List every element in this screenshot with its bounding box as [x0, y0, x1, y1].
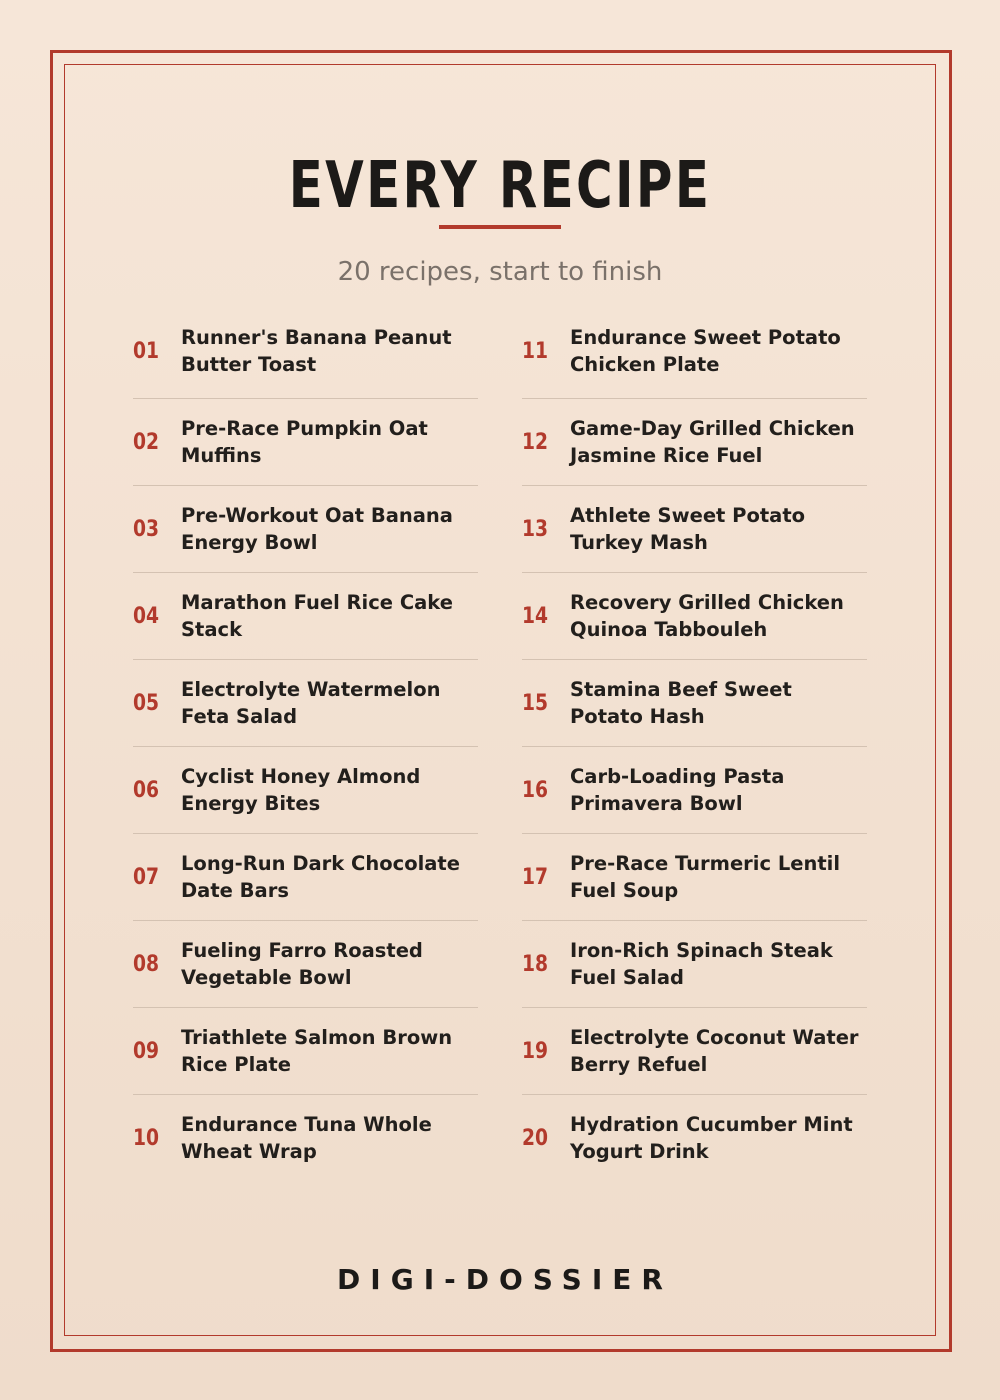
recipe-name: Fueling Farro Roasted Vegetable Bowl — [181, 939, 423, 989]
title-underline — [439, 225, 561, 229]
recipe-item — [133, 1094, 478, 1181]
recipe-name: Athlete Sweet Potato Turkey Mash — [570, 504, 806, 554]
recipe-name: Pre-Race Pumpkin Oat Muffins — [181, 417, 428, 467]
recipe-item — [133, 833, 478, 920]
recipe-number: 20 — [522, 1125, 549, 1151]
recipe-name: Runner's Banana Peanut Butter Toast — [181, 326, 452, 376]
recipe-name: Hydration Cucumber Mint Yogurt Drink — [570, 1113, 853, 1163]
recipe-number: 01 — [133, 338, 160, 364]
recipe-number: 12 — [522, 429, 549, 455]
recipe-item — [522, 398, 867, 485]
recipe-item — [133, 920, 478, 1007]
recipe-number: 15 — [522, 690, 549, 716]
recipe-number: 19 — [522, 1038, 549, 1064]
recipe-name: Stamina Beef Sweet Potato Hash — [570, 678, 792, 728]
recipe-name: Endurance Tuna Whole Wheat Wrap — [181, 1113, 432, 1163]
recipe-item — [133, 659, 478, 746]
recipe-number: 16 — [522, 777, 549, 803]
recipe-number: 09 — [133, 1038, 160, 1064]
recipe-name: Pre-Workout Oat Banana Energy Bowl — [181, 504, 453, 554]
recipe-name: Electrolyte Watermelon Feta Salad — [181, 678, 441, 728]
recipe-item — [522, 833, 867, 920]
recipe-name: Marathon Fuel Rice Cake Stack — [181, 591, 453, 641]
recipe-number: 13 — [522, 516, 549, 542]
recipe-item — [133, 485, 478, 572]
recipe-item — [522, 572, 867, 659]
recipe-name: Pre-Race Turmeric Lentil Fuel Soup — [570, 852, 841, 902]
recipe-name: Recovery Grilled Chicken Quinoa Tabbouleh — [570, 591, 844, 641]
recipe-item — [522, 1007, 867, 1094]
recipe-item — [133, 572, 478, 659]
recipe-name: Electrolyte Coconut Water Berry Refuel — [570, 1026, 859, 1076]
page-title: EVERY RECIPE — [288, 149, 712, 223]
recipe-item — [133, 398, 478, 485]
recipe-item — [133, 746, 478, 833]
recipe-name: Game-Day Grilled Chicken Jasmine Rice Fuel — [570, 417, 855, 467]
recipe-number: 03 — [133, 516, 160, 542]
recipe-item — [522, 312, 867, 398]
recipe-number: 10 — [133, 1125, 160, 1151]
recipe-list-left — [133, 312, 478, 1181]
recipe-name: Iron-Rich Spinach Steak Fuel Salad — [570, 939, 833, 989]
recipe-name: Triathlete Salmon Brown Rice Plate — [181, 1026, 453, 1076]
recipe-item — [133, 1007, 478, 1094]
recipe-number: 14 — [522, 603, 549, 629]
recipe-name: Long-Run Dark Chocolate Date Bars — [181, 852, 460, 902]
recipe-number: 11 — [522, 338, 549, 364]
recipe-number: 02 — [133, 429, 160, 455]
recipe-item — [133, 312, 478, 398]
recipe-number: 07 — [133, 864, 160, 890]
recipe-number: 18 — [522, 951, 549, 977]
recipe-number: 08 — [133, 951, 160, 977]
recipe-name: Carb-Loading Pasta Primavera Bowl — [570, 765, 785, 815]
recipe-number: 05 — [133, 690, 160, 716]
recipe-item — [522, 485, 867, 572]
recipe-name: Endurance Sweet Potato Chicken Plate — [570, 326, 841, 376]
recipe-name: Cyclist Honey Almond Energy Bites — [181, 765, 421, 815]
recipe-item — [522, 746, 867, 833]
recipe-item — [522, 1094, 867, 1181]
recipe-number: 06 — [133, 777, 160, 803]
recipe-number: 17 — [522, 864, 549, 890]
recipe-list-right — [522, 312, 867, 1181]
recipe-item — [522, 920, 867, 1007]
brand-footer: DIGI-DOSSIER — [337, 1263, 673, 1296]
recipe-item — [522, 659, 867, 746]
page-subtitle: 20 recipes, start to finish — [337, 257, 663, 287]
recipe-number: 04 — [133, 603, 160, 629]
